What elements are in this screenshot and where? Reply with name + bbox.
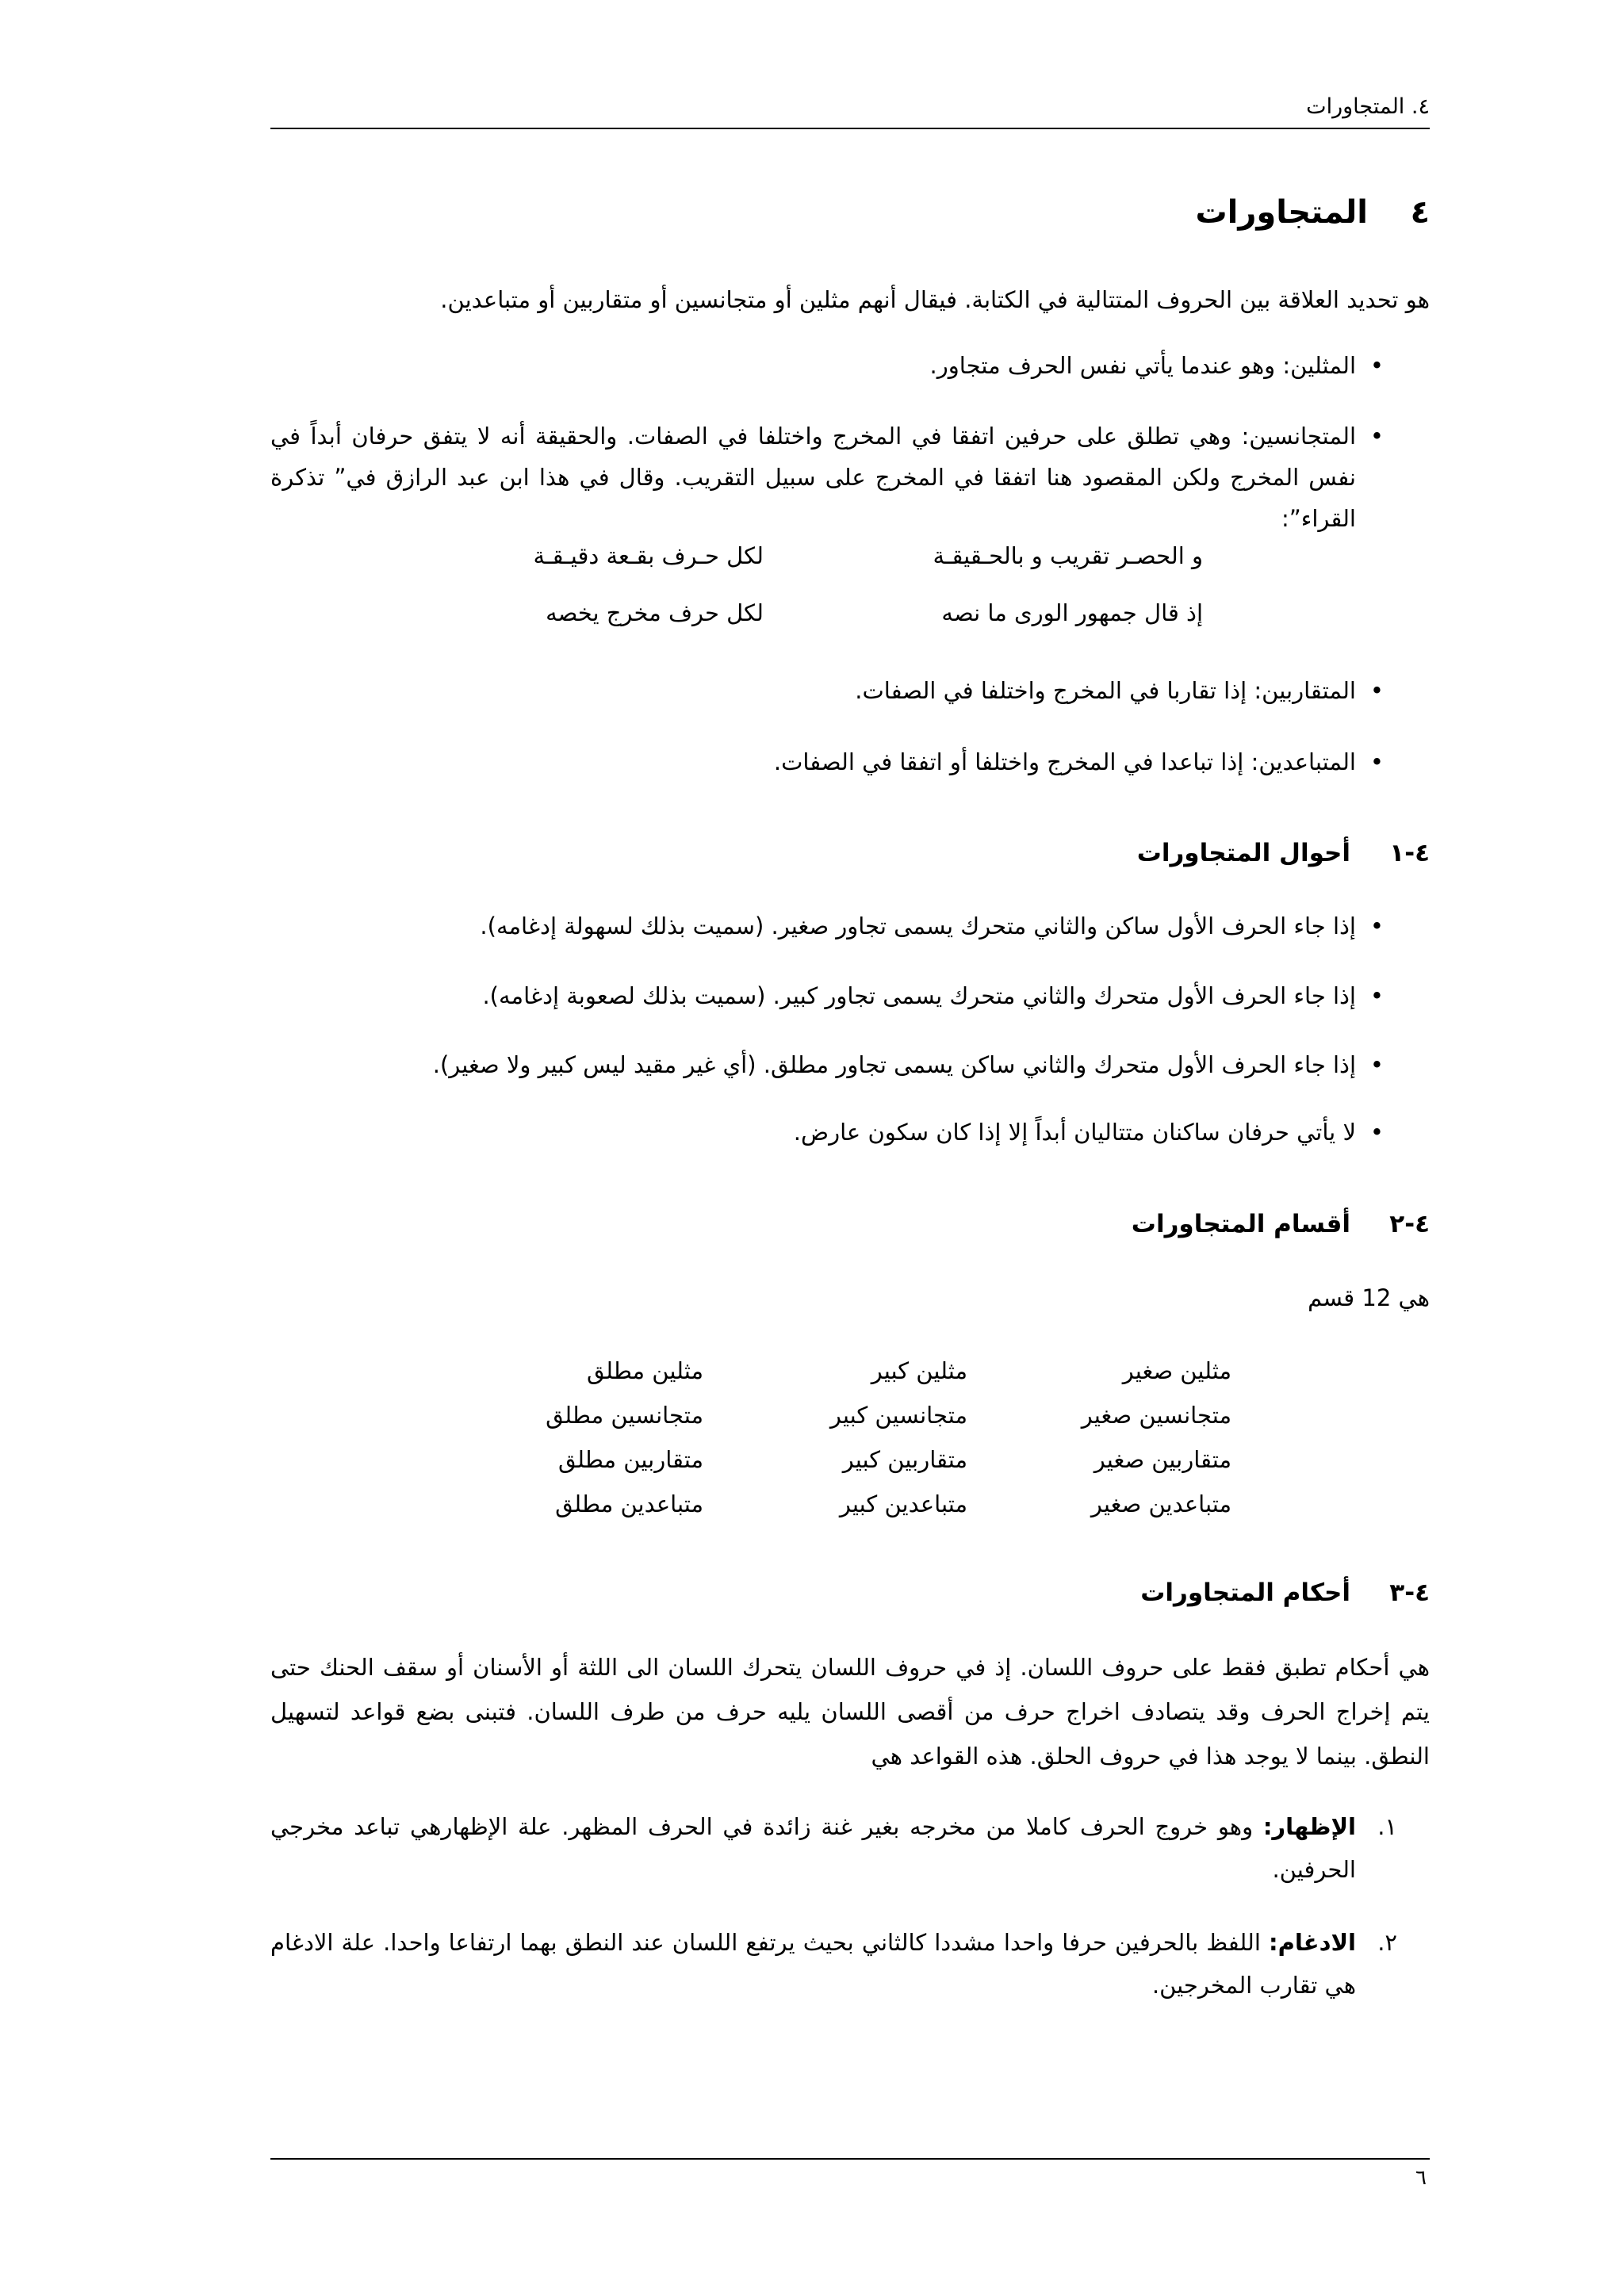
bullet-marker: •	[1369, 423, 1384, 450]
poem-verse	[324, 527, 1203, 584]
running-header: ٤. المتجاورات	[1306, 94, 1430, 119]
footer-rule	[270, 2158, 1430, 2160]
section-number: ٤	[1410, 194, 1430, 231]
rule-text: اللفظ بالحرفين حرفا واحدا مشددا كالثاني بحيث يرتفع اللسان عند النطق بهما ارتفاعا واحدا. علة الادغام هي تقارب المخرجين.	[270, 1929, 1356, 1999]
table-cell: متجانسين كبير	[829, 1402, 967, 1429]
list-item-text: لا يأتي حرفان ساكنان متتاليان أبداً إلا إذا كان سكون عارض.	[793, 1119, 1356, 1146]
table-cell: متباعدين كبير	[839, 1490, 967, 1517]
table-cell: متقاربين كبير	[842, 1446, 967, 1473]
subsection-intro-paragraph: هي أحكام تطبق فقط على حروف اللسان. إذ في حروف اللسان يتحرك اللسان الى اللثة أو الأسنان أو سقف الحنك حتى يتم إخراج الحرف وقد يتصادف اخراج حرف من أقصى اللسان يليه حرف من طرف اللسان. فتبنى بضع قواعد لتسهيل النطق. بينما لا يوجد هذا في حروف الحلق. هذه القواعد هي	[270, 1654, 1430, 1770]
numbered-item	[270, 1805, 1430, 1891]
table-row	[439, 1393, 1231, 1437]
table-cell: متقاربين صغير	[1094, 1446, 1231, 1473]
list-item-text: إذا جاء الحرف الأول ساكن والثاني متحرك يسمى تجاور صغير. (سميت بذلك لسهولة إدغامه).	[480, 913, 1356, 939]
categories-table	[439, 1349, 1231, 1526]
table-row	[439, 1437, 1231, 1482]
poem-first-hemistich: و الحصـر تقريب و بالحـقيقـة	[933, 542, 1203, 569]
subsection-number: ٤-١	[1389, 839, 1430, 867]
table-row	[439, 1349, 1231, 1393]
table-cell: متباعدين مطلق	[555, 1490, 703, 1517]
bullet-marker: •	[1369, 748, 1384, 775]
list-item-text: المتباعدين: إذا تباعدا في المخرج واختلفا أو اتفقا في الصفات.	[773, 748, 1356, 775]
subsection-title: أحوال المتجاورات	[1136, 839, 1350, 867]
subsection-number: ٤-٢	[1389, 1210, 1430, 1238]
subsection-title: أحكام المتجاورات	[1140, 1578, 1350, 1607]
page-number: ٦	[1415, 2166, 1427, 2190]
list-item	[270, 974, 1430, 1018]
list-item-text: المتجانسين: وهي تطلق على حرفين اتفقا في المخرج واختلفا في الصفات. والحقيقة أنه لا يتفق حرفان أبداً في نفس المخرج ولكن المقصود هنا اتفقا في المخرج على سبيل التقريب. وقال في هذا ابن عبد الرازق في” تذكرة القراء”:	[270, 423, 1356, 532]
rule-label: الإظهار:	[1262, 1813, 1356, 1840]
table-cell: مثلين كبير	[871, 1357, 967, 1384]
list-item	[270, 740, 1430, 784]
list-item-text: إذا جاء الحرف الأول متحرك والثاني ساكن يسمى تجاور مطلق. (أي غير مقيد ليس كبير ولا صغير).	[432, 1051, 1356, 1078]
list-item	[270, 343, 1430, 388]
subsection-title: أقسام المتجاورات	[1131, 1210, 1350, 1238]
list-item	[270, 668, 1430, 713]
bullet-marker: •	[1369, 352, 1384, 379]
subsection-heading	[270, 834, 1430, 872]
list-item	[270, 415, 1430, 539]
section-intro-paragraph: هو تحديد العلاقة بين الحروف المتتالية في الكتابة. فيقال أنهم مثلين أو متجانسين أو متقاربين أو متباعدين.	[440, 286, 1430, 313]
item-number: ١.	[1377, 1813, 1397, 1840]
list-item	[270, 904, 1430, 948]
header-rule	[270, 128, 1430, 129]
table-cell: متقاربين مطلق	[557, 1446, 703, 1473]
bullet-marker: •	[1369, 1119, 1384, 1146]
bullet-marker: •	[1369, 677, 1384, 704]
poem-first-hemistich: إذ قال جمهور الورى ما نصه	[941, 599, 1203, 626]
section-title: المتجاورات	[1195, 194, 1368, 231]
section-heading	[270, 190, 1430, 235]
table-cell: مثلين صغير	[1122, 1357, 1231, 1384]
subsection-number: ٤-٣	[1389, 1578, 1430, 1607]
table-cell: متجانسين مطلق	[546, 1402, 703, 1429]
rule-text: وهو خروج الحرف كاملا من مخرجه بغير غنة زائدة في الحرف المظهر. علة الإظهارهي تباعد مخرجي الحرفين.	[270, 1813, 1356, 1883]
subsection-heading	[270, 1205, 1430, 1243]
table-cell: متجانسين صغير	[1081, 1402, 1231, 1429]
list-item	[270, 1043, 1430, 1087]
list-item-text: المثلين: وهو عندما يأتي نفس الحرف متجاور.	[929, 352, 1356, 379]
table-cell: متباعدين صغير	[1090, 1490, 1231, 1517]
poem-verse	[324, 584, 1203, 641]
poem-second-hemistich: لكل حرف مخرج يخصه	[546, 599, 764, 626]
list-item	[270, 1110, 1430, 1154]
list-item-text: إذا جاء الحرف الأول متحرك والثاني متحرك يسمى تجاور كبير. (سميت بذلك لصعوبة إدغامه).	[482, 982, 1356, 1009]
bullet-marker: •	[1369, 913, 1384, 939]
poem-second-hemistich: لكل حـرف بقـعة دقيـقـة	[533, 542, 764, 569]
list-item-text: المتقاربين: إذا تقاربا في المخرج واختلفا في الصفات.	[855, 677, 1356, 704]
table-cell: مثلين مطلق	[586, 1357, 703, 1384]
numbered-item	[270, 1921, 1430, 2007]
numbered-item-body	[270, 1805, 1356, 1891]
subsection-intro-paragraph: هي 12 قسم	[1308, 1284, 1430, 1311]
item-number: ٢.	[1377, 1929, 1397, 1956]
subsection-heading	[270, 1574, 1430, 1612]
bullet-marker: •	[1369, 982, 1384, 1009]
poem-verses	[324, 527, 1203, 641]
table-row	[439, 1482, 1231, 1526]
rule-label: الادغام:	[1269, 1929, 1356, 1956]
numbered-item-body	[270, 1921, 1356, 2007]
bullet-marker: •	[1369, 1051, 1384, 1078]
